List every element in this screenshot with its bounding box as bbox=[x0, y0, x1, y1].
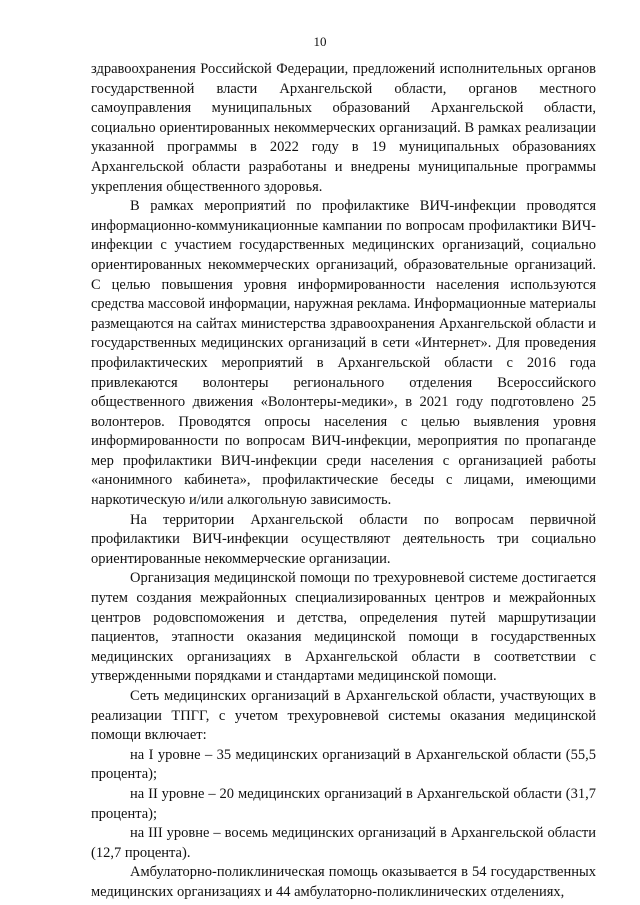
paragraph-network-intro: Сеть медицинских организаций в Архангельской области, участвующих в реализации ТПГГ, с учетом трехуровневой системы оказания медицинской помощи включает: bbox=[91, 688, 596, 744]
paragraph-three-level-system: Организация медицинской помощи по трехуровневой системе достигается путем создания межрайонных специализированных центров и межрайонных центров родовспоможения и детства, определения путей маршрутизации пациентов, этапности оказания медицинской помощи в государственных медицинских организациях в Архангельской области в соответствии с утвержденными порядками и стандартами медицинской помощи. bbox=[91, 570, 596, 685]
body-text bbox=[91, 60, 596, 903]
paragraph-nonprofit-organizations: На территории Архангельской области по вопросам первичной профилактики ВИЧ-инфекции осуществляют деятельность три социально ориентированные некоммерческие организации. bbox=[91, 511, 596, 567]
paragraph-public-health-programs: здравоохранения Российской Федерации, предложений исполнительных органов государственной власти Архангельской области, органов местного самоуправления муниципальных образований Архангельской области, социально ориентированных некоммерческих организаций. В рамках реализации указанной программы в 2022 году в 19 муниципальных образованиях Архангельской области разработаны и внедрены муниципальные программы укрепления общественного здоровья. bbox=[91, 61, 596, 195]
paragraph-hiv-prevention-campaigns: В рамках мероприятий по профилактике ВИЧ-инфекции проводятся информационно-коммуникационные кампании по вопросам профилактики ВИЧ-инфекции с участием государственных медицинских организаций, социально ориентированных некоммерческих организаций, образовательные организаций. С целью повышения уровня информированности населения используются средства массовой информации, наружная реклама. Информационные материалы размещаются на сайтах министерства здравоохранения Архангельской области и государственных медицинских организаций в сети «Интернет». Для проведения профилактических мероприятий в Архангельской области с 2016 года привлекаются волонтеры регионального отделения Всероссийского общественного движения «Волонтеры-медики», в 2021 году подготовлено 25 волонтеров. Проводятся опросы населения с целью выявления уровня информированности по вопросам ВИЧ-инфекции, мероприятия по пропаганде мер профилактики ВИЧ-инфекции среди населения с организацией работы «анонимного кабинета», профилактические беседы с лицами, имеющими наркотическую и/или алкогольную зависимость. bbox=[91, 198, 597, 509]
list-item-level-2: на II уровне – 20 медицинских организаций в Архангельской области (31,7 процента); bbox=[91, 785, 596, 822]
list-item-level-1: на I уровне – 35 медицинских организаций в Архангельской области (55,5 процента); bbox=[91, 746, 596, 783]
list-item-level-3: на III уровне – восемь медицинских организаций в Архангельской области (12,7 процента). bbox=[91, 825, 596, 861]
paragraph-outpatient-care: Амбулаторно-поликлиническая помощь оказывается в 54 государственных медицинских организациях и 44 амбулаторно-поликлинических отделениях, bbox=[91, 864, 596, 900]
page-number: 10 bbox=[313, 34, 327, 49]
